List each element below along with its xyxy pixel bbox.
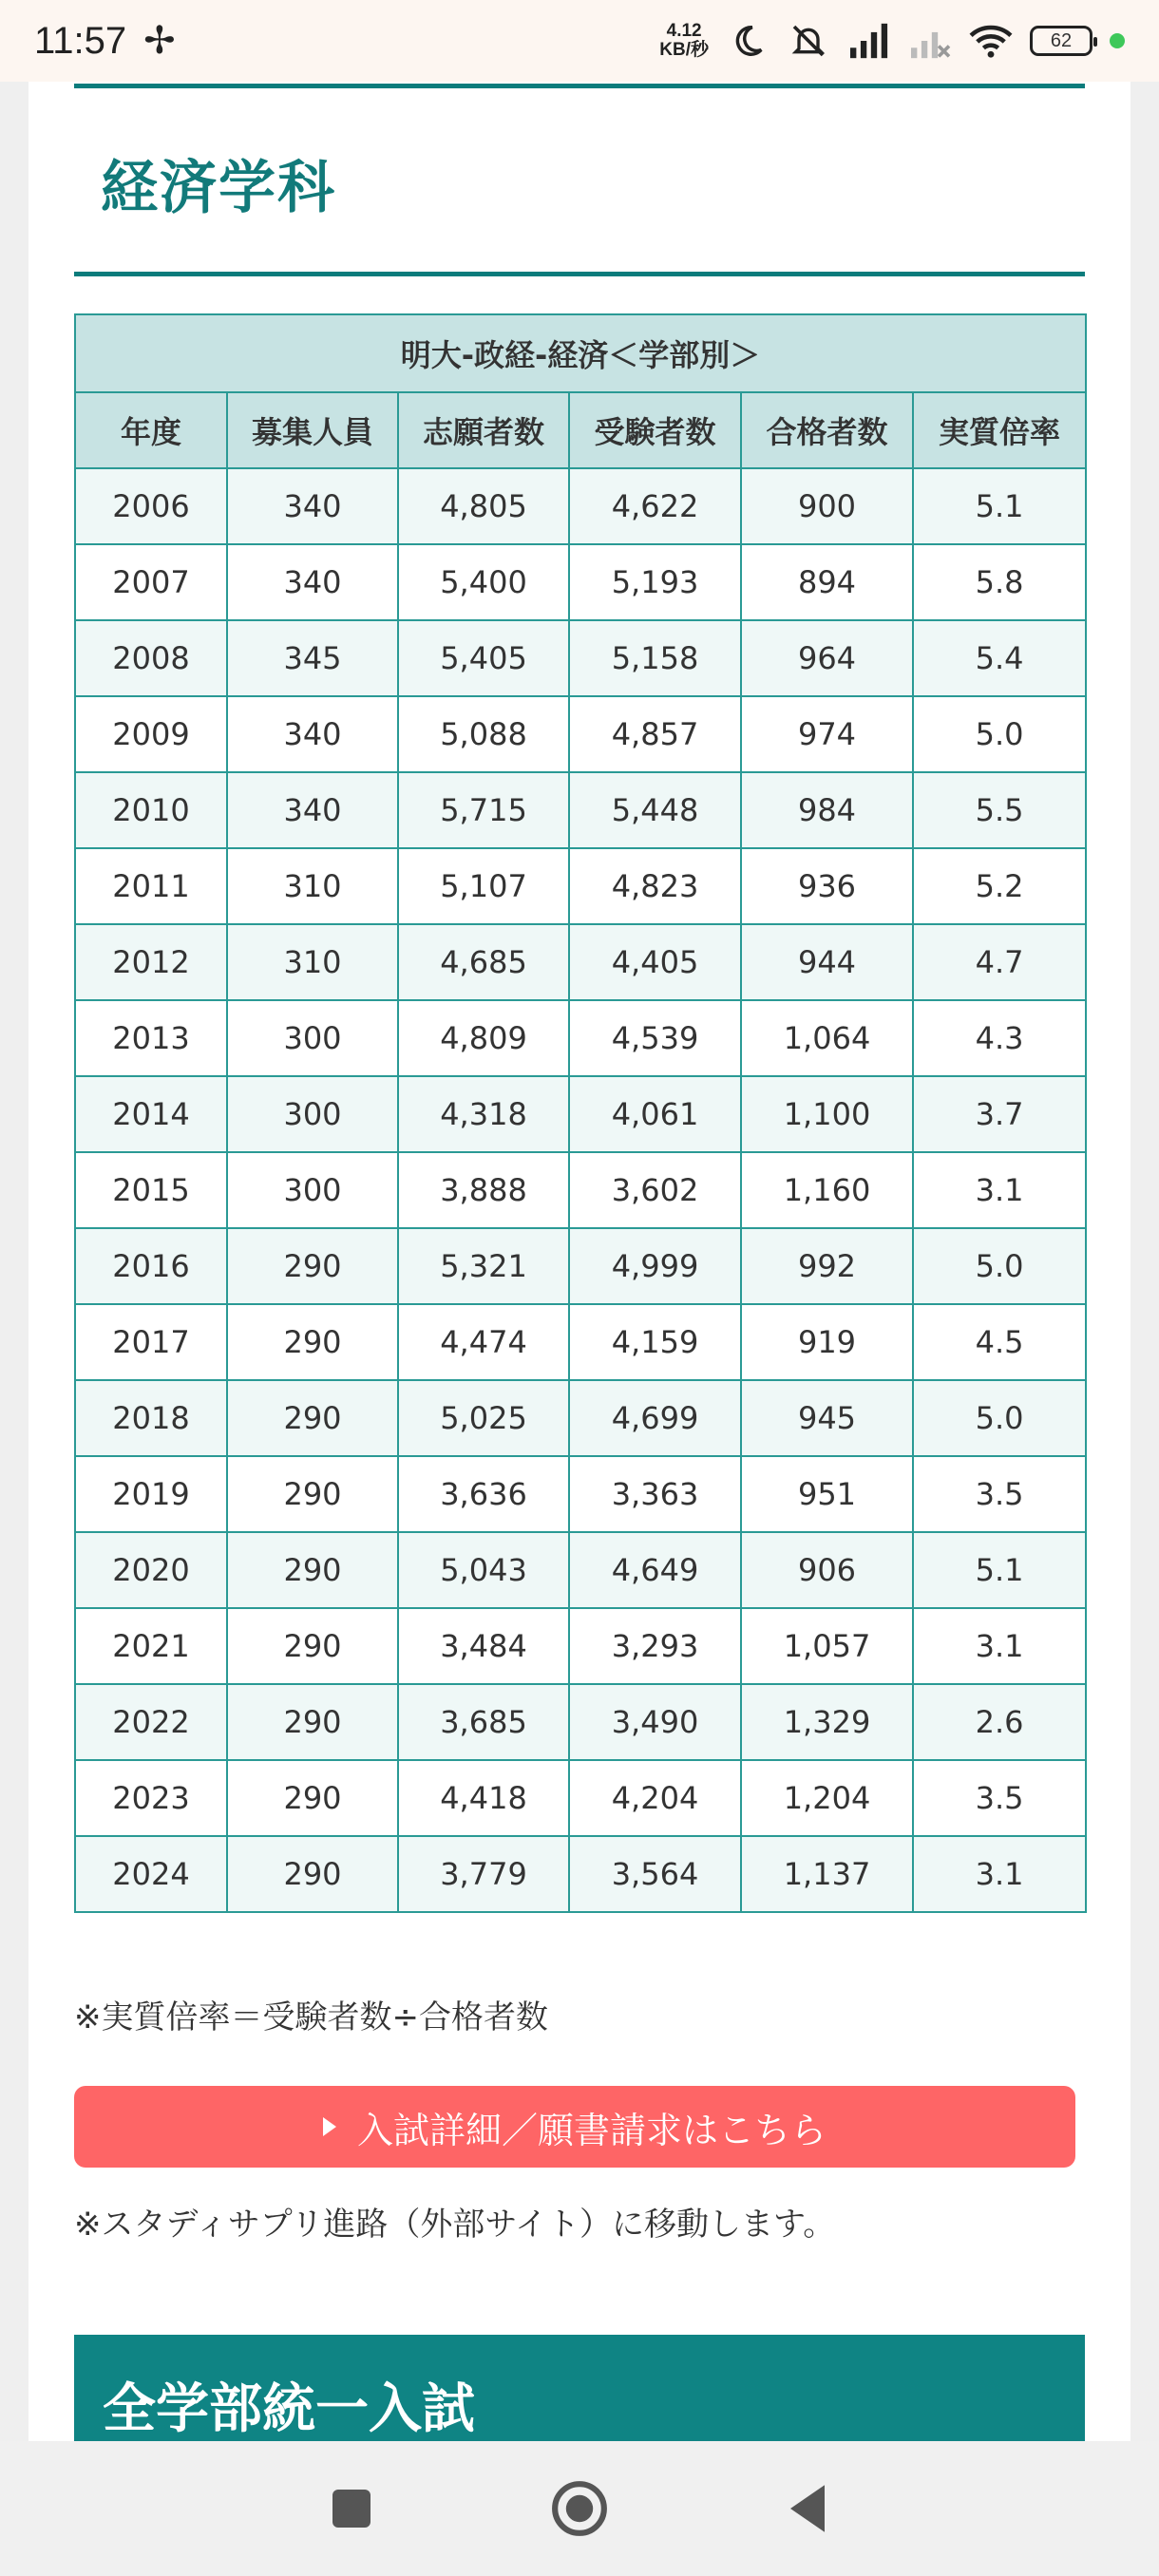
cell-quota: 345 — [227, 620, 398, 696]
table-row — [75, 620, 1086, 696]
cell-quota: 290 — [227, 1684, 398, 1760]
cell-year: 2023 — [75, 1760, 227, 1836]
cell-ratio: 3.5 — [913, 1456, 1086, 1532]
privacy-indicator-dot — [1110, 33, 1125, 48]
cell-quota: 290 — [227, 1608, 398, 1684]
cell-applicants: 4,474 — [398, 1304, 569, 1380]
cell-ratio: 2.6 — [913, 1684, 1086, 1760]
table-row — [75, 696, 1086, 772]
cell-quota: 290 — [227, 1228, 398, 1304]
cell-examinees: 4,999 — [569, 1228, 741, 1304]
title-divider — [74, 272, 1085, 276]
next-section-banner: 全学部統一入試 — [74, 2335, 1085, 2441]
back-button[interactable] — [774, 2475, 841, 2542]
mute-bell-icon — [787, 19, 830, 63]
cell-quota: 300 — [227, 1152, 398, 1228]
table-row — [75, 1836, 1086, 1912]
cell-passers: 900 — [741, 468, 913, 544]
cell-quota: 290 — [227, 1304, 398, 1380]
signal-2-icon — [908, 19, 952, 63]
admission-stats-table — [74, 313, 1087, 1913]
cell-ratio: 3.5 — [913, 1760, 1086, 1836]
cell-quota: 310 — [227, 924, 398, 1000]
cell-ratio: 3.7 — [913, 1076, 1086, 1152]
cell-year: 2024 — [75, 1836, 227, 1912]
cell-year: 2022 — [75, 1684, 227, 1760]
table-row — [75, 1228, 1086, 1304]
cell-applicants: 3,779 — [398, 1836, 569, 1912]
cell-ratio: 5.5 — [913, 772, 1086, 848]
cell-year: 2018 — [75, 1380, 227, 1456]
cell-examinees: 4,061 — [569, 1076, 741, 1152]
cell-quota: 310 — [227, 848, 398, 924]
admission-details-button[interactable] — [74, 2086, 1075, 2168]
cell-passers: 1,160 — [741, 1152, 913, 1228]
header-examinees: 受験者数 — [569, 392, 741, 468]
play-arrow-icon — [323, 2117, 336, 2136]
cell-year: 2010 — [75, 772, 227, 848]
square-icon — [329, 2486, 374, 2531]
network-speed: 4.12 KB/秒 — [659, 21, 709, 60]
cell-examinees: 4,204 — [569, 1760, 741, 1836]
table-caption: 明大-政経-経済＜学部別＞ — [75, 314, 1086, 392]
cell-passers: 1,204 — [741, 1760, 913, 1836]
cell-ratio: 5.0 — [913, 1380, 1086, 1456]
cell-quota: 300 — [227, 1076, 398, 1152]
cell-ratio: 4.7 — [913, 924, 1086, 1000]
cell-passers: 964 — [741, 620, 913, 696]
cell-quota: 290 — [227, 1836, 398, 1912]
cell-passers: 984 — [741, 772, 913, 848]
cell-passers: 894 — [741, 544, 913, 620]
cell-ratio: 3.1 — [913, 1608, 1086, 1684]
cell-passers: 944 — [741, 924, 913, 1000]
header-ratio: 実質倍率 — [913, 392, 1086, 468]
cell-ratio: 3.1 — [913, 1152, 1086, 1228]
cell-year: 2015 — [75, 1152, 227, 1228]
table-row — [75, 772, 1086, 848]
cell-ratio: 5.0 — [913, 696, 1086, 772]
wifi-icon — [969, 19, 1013, 63]
cell-applicants: 3,636 — [398, 1456, 569, 1532]
table-row — [75, 1456, 1086, 1532]
moon-icon — [726, 19, 770, 63]
table-row — [75, 1000, 1086, 1076]
cell-examinees: 4,539 — [569, 1000, 741, 1076]
cell-year: 2007 — [75, 544, 227, 620]
status-icons — [659, 19, 1125, 63]
table-row — [75, 1304, 1086, 1380]
section-title: 経済学科 — [101, 155, 336, 221]
cell-passers: 1,064 — [741, 1000, 913, 1076]
content-card — [28, 82, 1130, 2441]
cell-passers: 992 — [741, 1228, 913, 1304]
cell-examinees: 5,193 — [569, 544, 741, 620]
table-body — [75, 468, 1086, 1912]
cell-quota: 340 — [227, 468, 398, 544]
table-row — [75, 1684, 1086, 1760]
cell-quota: 340 — [227, 696, 398, 772]
cell-quota: 290 — [227, 1760, 398, 1836]
home-button[interactable] — [546, 2475, 613, 2542]
cell-examinees: 5,158 — [569, 620, 741, 696]
cell-ratio: 5.1 — [913, 1532, 1086, 1608]
navigation-bar — [0, 2441, 1159, 2576]
home-circle-icon — [550, 2479, 609, 2538]
cta-label: 入試詳細／願書請求はこちら — [356, 2109, 826, 2151]
cell-year: 2013 — [75, 1000, 227, 1076]
table-row — [75, 1608, 1086, 1684]
cell-examinees: 3,490 — [569, 1684, 741, 1760]
cell-year: 2009 — [75, 696, 227, 772]
cell-applicants: 3,685 — [398, 1684, 569, 1760]
cell-applicants: 4,809 — [398, 1000, 569, 1076]
cell-applicants: 3,484 — [398, 1608, 569, 1684]
cell-passers: 951 — [741, 1456, 913, 1532]
cell-passers: 1,137 — [741, 1836, 913, 1912]
cell-quota: 340 — [227, 544, 398, 620]
recent-apps-button[interactable] — [318, 2475, 385, 2542]
cell-quota: 340 — [227, 772, 398, 848]
cell-passers: 945 — [741, 1380, 913, 1456]
status-time: 11:57 — [34, 19, 127, 62]
table-row — [75, 544, 1086, 620]
cell-passers: 919 — [741, 1304, 913, 1380]
fan-icon: ✢ — [143, 19, 176, 63]
cell-year: 2011 — [75, 848, 227, 924]
cell-applicants: 5,043 — [398, 1532, 569, 1608]
cell-applicants: 4,685 — [398, 924, 569, 1000]
table-row — [75, 1152, 1086, 1228]
table-row — [75, 1076, 1086, 1152]
cell-applicants: 3,888 — [398, 1152, 569, 1228]
cell-applicants: 4,318 — [398, 1076, 569, 1152]
header-year: 年度 — [75, 392, 227, 468]
cell-applicants: 5,107 — [398, 848, 569, 924]
cell-ratio: 4.3 — [913, 1000, 1086, 1076]
cell-applicants: 5,405 — [398, 620, 569, 696]
header-passers: 合格者数 — [741, 392, 913, 468]
cell-ratio: 4.5 — [913, 1304, 1086, 1380]
cell-quota: 300 — [227, 1000, 398, 1076]
cell-applicants: 5,088 — [398, 696, 569, 772]
cell-passers: 1,329 — [741, 1684, 913, 1760]
back-triangle-icon — [785, 2483, 830, 2534]
cell-year: 2016 — [75, 1228, 227, 1304]
cell-examinees: 4,649 — [569, 1532, 741, 1608]
header-quota: 募集人員 — [227, 392, 398, 468]
signal-icon — [847, 19, 891, 63]
cell-examinees: 3,564 — [569, 1836, 741, 1912]
cell-examinees: 5,448 — [569, 772, 741, 848]
cell-ratio: 5.8 — [913, 544, 1086, 620]
table-row — [75, 848, 1086, 924]
cell-passers: 974 — [741, 696, 913, 772]
cell-applicants: 4,418 — [398, 1760, 569, 1836]
table-row — [75, 468, 1086, 544]
cell-year: 2017 — [75, 1304, 227, 1380]
cell-year: 2019 — [75, 1456, 227, 1532]
cell-year: 2021 — [75, 1608, 227, 1684]
battery-icon: 62 — [1030, 26, 1092, 56]
cell-ratio: 5.1 — [913, 468, 1086, 544]
cell-examinees: 3,293 — [569, 1608, 741, 1684]
top-divider — [74, 84, 1085, 88]
cell-applicants: 5,025 — [398, 1380, 569, 1456]
status-bar — [0, 0, 1159, 82]
cell-year: 2014 — [75, 1076, 227, 1152]
cell-year: 2012 — [75, 924, 227, 1000]
cell-examinees: 4,405 — [569, 924, 741, 1000]
cell-passers: 936 — [741, 848, 913, 924]
cell-year: 2006 — [75, 468, 227, 544]
header-applicants: 志願者数 — [398, 392, 569, 468]
cell-passers: 1,057 — [741, 1608, 913, 1684]
ratio-note: ※実質倍率＝受験者数÷合格者数 — [74, 1998, 548, 2036]
cell-ratio: 5.0 — [913, 1228, 1086, 1304]
cell-examinees: 4,699 — [569, 1380, 741, 1456]
cell-examinees: 3,363 — [569, 1456, 741, 1532]
cell-applicants: 5,715 — [398, 772, 569, 848]
cell-applicants: 4,805 — [398, 468, 569, 544]
cell-quota: 290 — [227, 1456, 398, 1532]
cell-examinees: 3,602 — [569, 1152, 741, 1228]
cell-passers: 1,100 — [741, 1076, 913, 1152]
cell-quota: 290 — [227, 1532, 398, 1608]
cell-ratio: 3.1 — [913, 1836, 1086, 1912]
cell-applicants: 5,321 — [398, 1228, 569, 1304]
table-row — [75, 924, 1086, 1000]
cell-examinees: 4,622 — [569, 468, 741, 544]
external-site-note: ※スタディサプリ進路（外部サイト）に移動します。 — [74, 2206, 836, 2244]
cell-ratio: 5.2 — [913, 848, 1086, 924]
cell-examinees: 4,159 — [569, 1304, 741, 1380]
cell-quota: 290 — [227, 1380, 398, 1456]
table-row — [75, 1760, 1086, 1836]
cell-ratio: 5.4 — [913, 620, 1086, 696]
table-row — [75, 1380, 1086, 1456]
cell-examinees: 4,823 — [569, 848, 741, 924]
cell-year: 2008 — [75, 620, 227, 696]
cell-passers: 906 — [741, 1532, 913, 1608]
table-row — [75, 1532, 1086, 1608]
cell-examinees: 4,857 — [569, 696, 741, 772]
cell-applicants: 5,400 — [398, 544, 569, 620]
cell-year: 2020 — [75, 1532, 227, 1608]
